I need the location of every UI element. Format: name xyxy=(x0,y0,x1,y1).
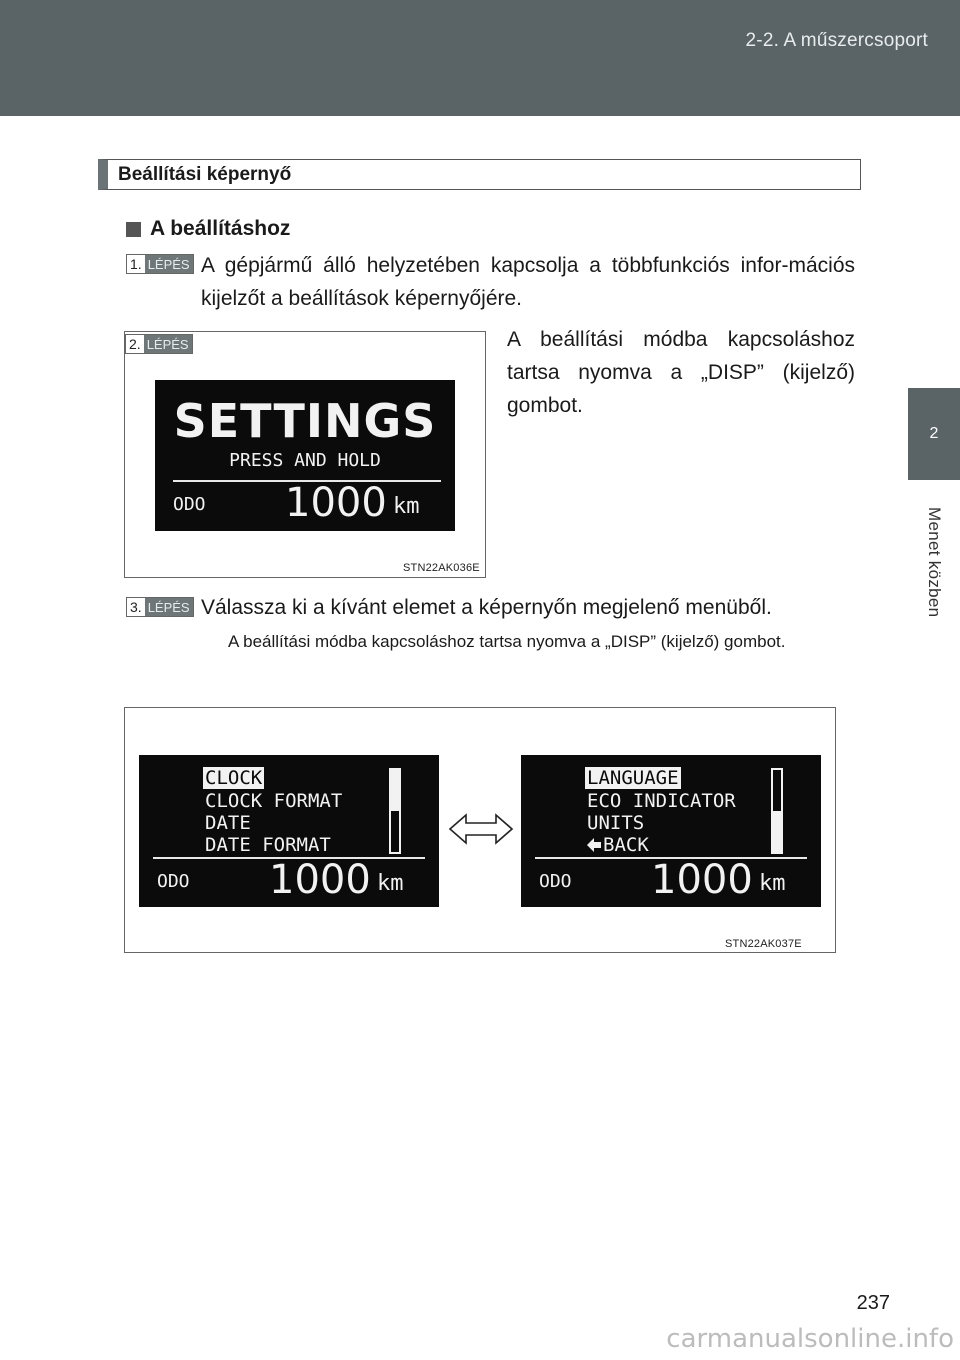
step-badge-3 xyxy=(126,597,194,617)
figure-code: STN22AK037E xyxy=(725,938,802,950)
header-band xyxy=(0,0,960,116)
menu-item-date: DATE xyxy=(205,812,251,834)
section-title: 2-2. A műszercsoport xyxy=(745,30,928,51)
chapter-label xyxy=(908,496,960,628)
step-badge-1 xyxy=(126,254,194,274)
left-arrow-icon xyxy=(587,838,601,852)
odo-value: 1000 xyxy=(651,857,753,903)
menu-item-units: UNITS xyxy=(587,812,645,834)
square-bullet-icon xyxy=(126,222,141,237)
step-word: LÉPÉS xyxy=(145,598,193,616)
menu-item-date-format: DATE FORMAT xyxy=(205,834,331,856)
figure-settings-frame xyxy=(124,331,486,578)
step-word: LÉPÉS xyxy=(145,255,193,273)
step-1-text xyxy=(201,249,855,315)
section-heading: Beállítási képernyő xyxy=(118,163,292,185)
subheading xyxy=(126,217,290,241)
menu-scrollbar xyxy=(771,768,783,854)
page-number: 237 xyxy=(856,1292,890,1314)
step-badge-2 xyxy=(125,334,193,354)
double-arrow-icon xyxy=(448,812,514,846)
odo-label: ODO xyxy=(157,871,190,892)
step-3-text-content: Válassza ki a kívánt elemet a képernyőn megjelenő menüből. xyxy=(201,596,772,619)
subheading-text: A beállításhoz xyxy=(150,217,291,240)
odo-label: ODO xyxy=(173,494,206,515)
step-2-text xyxy=(507,323,855,422)
figure-menu-frame xyxy=(124,707,836,953)
watermark: carmanualsonline.info xyxy=(666,1324,954,1354)
menu-item-back xyxy=(587,834,649,856)
step-3-note xyxy=(228,628,855,655)
odo-value: 1000 xyxy=(285,480,387,526)
step-number: 3. xyxy=(127,598,145,616)
lcd-subtitle: PRESS AND HOLD xyxy=(229,450,381,471)
menu-item-back-label: BACK xyxy=(603,834,649,856)
chapter-tab[interactable]: 2 xyxy=(908,388,960,480)
step-number: 2. xyxy=(126,335,144,353)
odo-value: 1000 xyxy=(269,857,371,903)
menu-scrollbar xyxy=(389,768,401,854)
odo-label: ODO xyxy=(539,871,572,892)
menu-item-clock-format: CLOCK FORMAT xyxy=(205,790,343,812)
figure-code: STN22AK036E xyxy=(403,562,480,574)
menu-item-language: LANGUAGE xyxy=(587,767,679,789)
odo-unit: km xyxy=(759,871,786,896)
step-1-text-content: A gépjármű álló helyzetében kapcsolja a többfunkciós infor-mációs kijelzőt a beállítások képernyőjére. xyxy=(201,254,855,310)
chapter-label-text: Menet közben xyxy=(925,506,944,618)
step-number: 1. xyxy=(127,255,145,273)
lcd-title: SETTINGS xyxy=(173,394,437,448)
lcd-menu-left xyxy=(139,755,439,907)
odo-unit: km xyxy=(393,494,420,519)
step-word: LÉPÉS xyxy=(144,335,192,353)
step-3-text xyxy=(201,591,861,624)
lcd-settings-screen xyxy=(155,380,455,531)
section-heading-box xyxy=(98,159,861,190)
menu-item-eco-indicator: ECO INDICATOR xyxy=(587,790,736,812)
step-2-text-content: A beállítási módba kapcsoláshoz tartsa nyomva a „DISP” (kijelző) gombot. xyxy=(507,328,855,417)
menu-scrollbar-thumb xyxy=(773,811,781,852)
menu-scrollbar-thumb xyxy=(391,770,399,811)
menu-item-clock: CLOCK xyxy=(205,767,263,789)
odo-unit: km xyxy=(377,871,404,896)
lcd-menu-right xyxy=(521,755,821,907)
step-3-note-content: A beállítási módba kapcsoláshoz tartsa nyomva a „DISP” (kijelző) gombot. xyxy=(228,632,786,651)
